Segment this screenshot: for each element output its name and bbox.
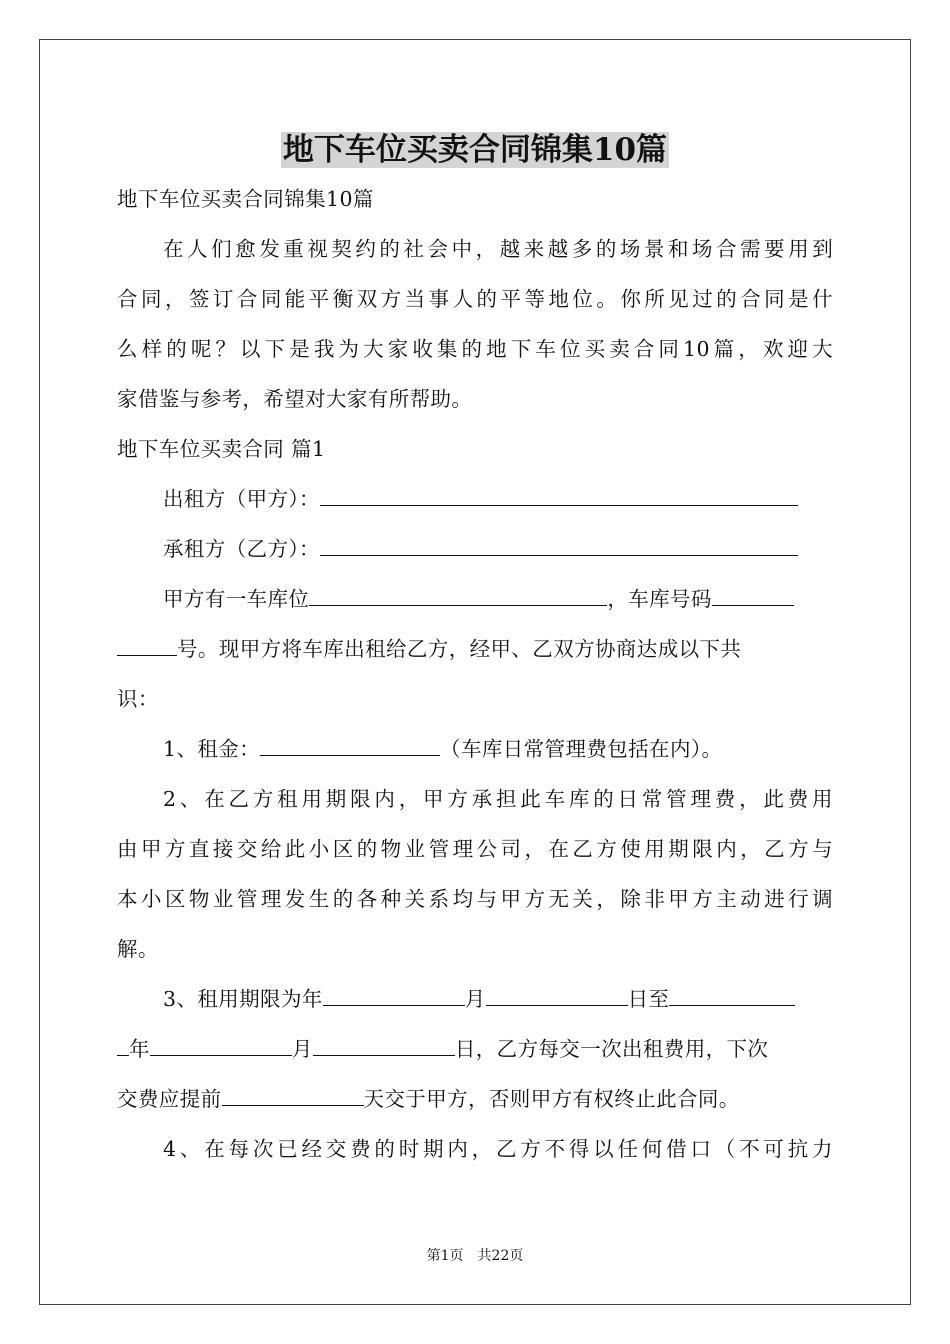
intro-line-1 xyxy=(163,234,833,264)
clause3-prefix: 3、租用期限为年 xyxy=(163,987,323,1011)
lessor-label: 出租方（甲方）： xyxy=(163,487,320,511)
clause2-text-1: 2​、​在​乙​方​租​用​期​限​内​，​甲​方​承​担​此​车​库​的​日​常​管​理​费​，​此​费​用​ xyxy=(163,787,833,811)
garage-number-blank-cont[interactable] xyxy=(117,635,177,656)
garage-number-blank[interactable] xyxy=(712,585,794,606)
clause3-line3-suffix: 天交于甲方，否则甲方有权终止此合同。 xyxy=(363,1087,740,1111)
garage-line-2 xyxy=(117,634,833,664)
lessee-line xyxy=(163,534,833,564)
clause3-month2: 月 xyxy=(291,1037,313,1061)
clause2-line-1 xyxy=(163,784,833,814)
clause3-month1: 月 xyxy=(464,987,486,1011)
garage-location-blank[interactable] xyxy=(309,585,607,606)
garage-text-3: 号。现甲方将车库出租给乙方，经甲、乙双方协商达成以下共 xyxy=(177,637,742,661)
document-title xyxy=(0,128,950,172)
clause1-prefix: 1、租金： xyxy=(163,737,261,761)
clause4-line-1 xyxy=(163,1134,833,1164)
lessor-blank[interactable] xyxy=(320,485,798,506)
rent-blank[interactable] xyxy=(260,735,440,756)
page-border xyxy=(39,39,911,1305)
clause3-line-2 xyxy=(117,1034,833,1064)
clause1-suffix: （车库日常管理费包括在内）。 xyxy=(440,737,723,761)
intro-text-3: 么​样​的​呢​？​以​下​是​我​为​大​家​收​集​的​地​下​车​位​买​卖​合​同​1​0​篇​，​欢​迎​大​ xyxy=(117,337,833,361)
document-subtitle: 地下车位买卖合同锦集10篇 xyxy=(117,187,374,211)
document-title-text: 地下车位买卖合同锦集10篇 xyxy=(282,132,668,168)
clause3-line-3 xyxy=(117,1084,833,1114)
lessee-blank[interactable] xyxy=(320,535,798,556)
clause3-day2-text: 日，乙方每交一次出租费用，下次 xyxy=(454,1037,769,1061)
clause3-year2: 年 xyxy=(129,1037,150,1061)
intro-text-2: 合​同​，​签​订​合​同​能​平​衡​双​方​当​事​人​的​平​等​地​位​。​你​所​见​过​的​合​同​是​什​ xyxy=(117,287,833,311)
start-month-blank[interactable] xyxy=(486,985,628,1006)
clause3-line-1 xyxy=(163,984,833,1014)
clause3-day-to: 日至 xyxy=(627,987,670,1011)
garage-line-3: 识： xyxy=(117,687,159,711)
clause2-text-2: 由​甲​方​直​接​交​给​此​小​区​的​物​业​管​理​公​司​，​在​乙​方​使​用​期​限​内​，​乙​方​与​ xyxy=(117,837,833,861)
advance-days-blank[interactable] xyxy=(222,1085,364,1106)
lessor-line xyxy=(163,484,833,514)
end-year-blank-cont[interactable] xyxy=(117,1035,129,1056)
clause3-line3-prefix: 交费应提前 xyxy=(117,1087,222,1111)
lessee-label: 承租方（乙方）： xyxy=(163,537,320,561)
clause1-line xyxy=(163,734,833,764)
start-year-blank[interactable] xyxy=(323,985,465,1006)
clause4-text: 4​、​在​每​次​已​经​交​费​的​时​期​内​，​乙​方​不​得​以​任​何​借​口​（​不​可​抗​力​ xyxy=(163,1137,833,1161)
clause2-text-3: 本​小​区​物​业​管​理​发​生​的​各​种​关​系​均​与​甲​方​无​关​，​除​非​甲​方​主​动​进​行​调​ xyxy=(117,887,833,911)
garage-line-1 xyxy=(163,584,833,614)
garage-text-1: 甲方有一车库位 xyxy=(163,587,310,611)
clause2-line-3 xyxy=(117,884,833,914)
intro-text-1: 在​人​们​愈​发​重​视​契​约​的​社​会​中​，​越​来​越​多​的​场​景​和​场​合​需​要​用​到​ xyxy=(163,237,833,261)
garage-text-2: ，车库号码 xyxy=(607,587,712,611)
clause2-line-4: 解。 xyxy=(117,937,159,961)
intro-line-3 xyxy=(117,334,833,364)
clause2-line-2 xyxy=(117,834,833,864)
intro-line-2 xyxy=(117,284,833,314)
end-day-blank[interactable] xyxy=(313,1035,455,1056)
section-heading: 地下车位买卖合同 篇1 xyxy=(117,437,326,461)
end-year-blank[interactable] xyxy=(669,985,795,1006)
intro-line-4: 家借鉴与参考，希望对大家有所帮助。 xyxy=(117,387,473,411)
end-month-blank[interactable] xyxy=(150,1035,292,1056)
page-footer: 第1页 共22页 xyxy=(426,1248,524,1264)
